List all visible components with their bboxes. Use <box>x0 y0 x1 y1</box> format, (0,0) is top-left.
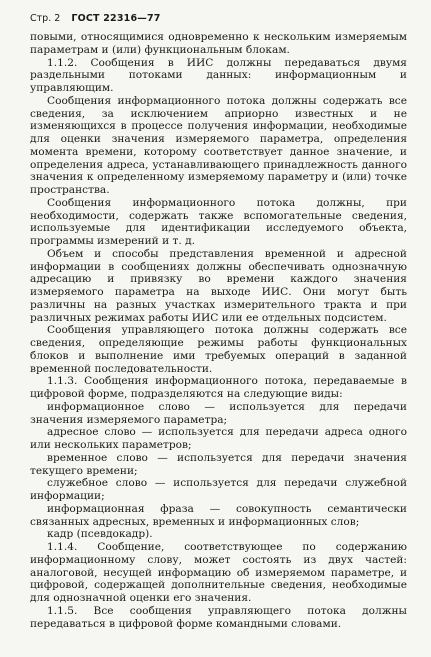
paragraph: повыми, относящимися одновременно к нескольким измеряемым параметрам и (или) функциональным блокам. <box>30 31 407 56</box>
paragraph: 1.1.4. Сообщение, соответствующее по содержанию информационному слову, может состоять из двух частей: аналоговой, несущей информацию об измеряемом параметре, и цифровой, содержащей дополнительные сведения, необходимые для однозначной оценки его значения. <box>30 541 407 604</box>
list-item: адресное слово — используется для передачи адреса одного или нескольких параметров; <box>30 426 407 451</box>
standard-designation: ГОСТ 22316—77 <box>71 13 161 24</box>
list-item: информационная фраза — совокупность семантически связанных адресных, временных и информационных слов; <box>30 502 407 528</box>
paragraph: Сообщения информационного потока должны содержать все сведения, за исключением априорно известных и не изменяющихся в процессе получения информации, необходимые для оценки значения измеряемого параметра, определения момента времени, которому соответствует данное значение, и определения адреса, устанавливающего принадлежность данного значения к определенному измеряемому параметру и (или) точке пространства. <box>30 94 407 196</box>
paragraph: 1.1.3. Сообщения информационного потока, передаваемые в цифровой форме, подразделяются на следующие виды: <box>30 375 407 400</box>
paragraph: 1.1.5. Все сообщения управляющего потока должны передаваться в цифровой форме командными словами. <box>30 604 407 630</box>
list-item: служебное слово — используется для передачи служебной информации; <box>30 477 407 502</box>
paragraph: Объем и способы представления временной и адресной информации в сообщениях должны обеспечивать однозначную адресацию и привязку во времени каждого значения измеряемого параметра на выходе ИИС. Они могут быть различны на разных участках измерительного тракта и при различных режимах работы ИИС или ее отдельных подсистем. <box>30 247 407 324</box>
paragraph: Сообщения управляющего потока должны содержать все сведения, определяющие режимы работы функциональных блоков и выполнение ими требуемых операций в заданной временной последовательности. <box>30 324 407 375</box>
page-number: Стр. 2 <box>30 13 61 24</box>
list-item: временное слово — используется для передачи значения текущего времени; <box>30 451 407 477</box>
list-item: информационное слово — используется для передачи значения измеряемого параметра; <box>30 400 407 426</box>
list-item: кадр (псевдокадр). <box>47 528 153 541</box>
page-header <box>30 13 407 25</box>
paragraph: 1.1.2. Сообщения в ИИС должны передаваться двумя раздельными потоками данных: информационным и управляющим. <box>30 56 407 94</box>
paragraph: Сообщения информационного потока должны, при необходимости, содержать также вспомогательные сведения, используемые для идентификации исследуемого объекта, программы измерений и т. д. <box>30 196 407 247</box>
document-body <box>30 31 407 630</box>
